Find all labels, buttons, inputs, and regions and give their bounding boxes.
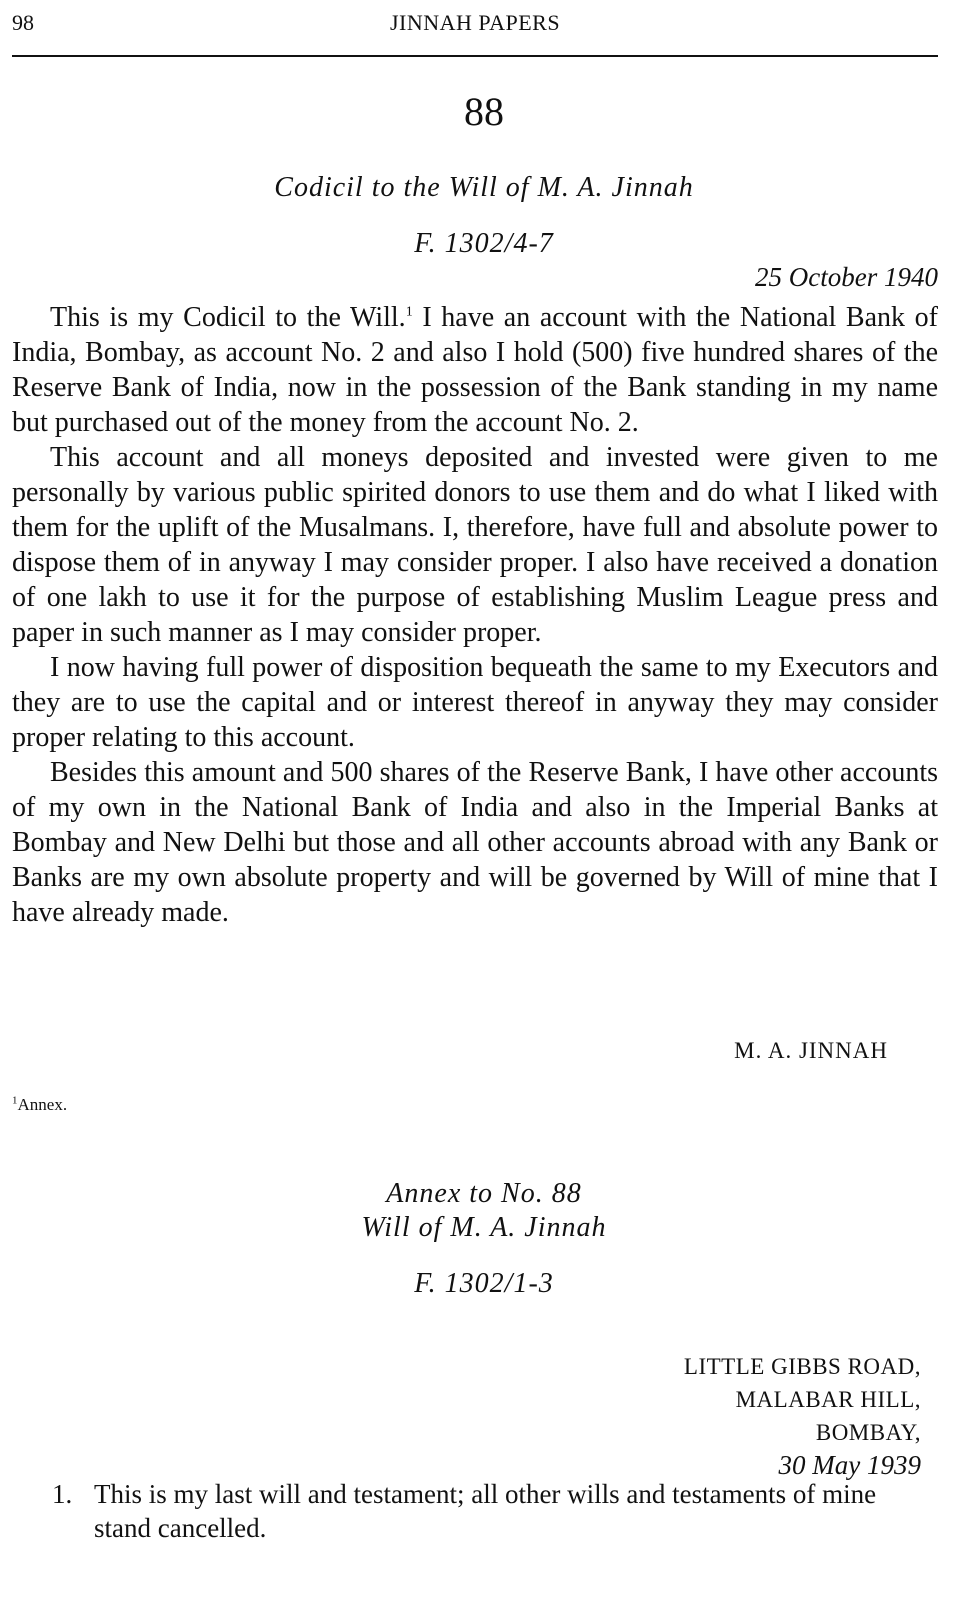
codicil-body xyxy=(12,300,938,930)
address-block xyxy=(684,1350,921,1482)
address-line-2: MALABAR HILL, xyxy=(735,1387,921,1412)
paragraph-3: I now having full power of disposition bequeath the same to my Executors and they are to use the capital and or interest thereof in anyway they may consider proper relating to this account. xyxy=(12,652,938,753)
annex-date: 30 May 1939 xyxy=(778,1450,921,1480)
document-file-ref: F. 1302/4-7 xyxy=(414,228,554,259)
footnote-mark: 1 xyxy=(12,1094,18,1107)
signature: M. A. JINNAH xyxy=(734,1038,888,1063)
will-item-text: This is my last will and testament; all other wills and testaments of mine stand cancelled. xyxy=(94,1479,877,1543)
page-number: 98 xyxy=(12,10,34,35)
paragraph-1 xyxy=(12,300,938,440)
annex-title: Will of M. A. Jinnah xyxy=(361,1212,607,1243)
footnote-reference: 1 xyxy=(405,304,413,320)
address-line-1: LITTLE GIBBS ROAD, xyxy=(683,1354,921,1379)
address-line-3: BOMBAY, xyxy=(815,1420,921,1445)
annex-heading: Annex to No. 88 xyxy=(386,1178,582,1209)
paragraph-1-rest: I have an account with the National Bank of India, Bombay, as account No. 2 and also I hold (500) five hundred shares of the Reserve Bank of India, now in the possession of the Bank standing in my name but purchased out of the money from the account No. 2. xyxy=(12,302,938,438)
annex-file-ref: F. 1302/1-3 xyxy=(414,1268,554,1299)
document-number: 88 xyxy=(464,89,504,134)
paragraph-2: This account and all moneys deposited and invested were given to me personally by various public spirited donors to use them and do what I liked with them for the uplift of the Musalmans. I, therefore, have full and absolute power to dispose them of in anyway I may consider proper. I also have received a donation of one lakh to use it for the purpose of establishing Muslim League press and paper in such manner as I may consider proper. xyxy=(12,442,938,648)
running-title: JINNAH PAPERS xyxy=(389,10,561,35)
document-title: Codicil to the Will of M. A. Jinnah xyxy=(274,172,694,203)
header-rule xyxy=(12,55,938,57)
paragraph-4: Besides this amount and 500 shares of the Reserve Bank, I have other accounts of my own in the National Bank of India and also in the Imperial Banks at Bombay and New Delhi but those and all other accounts abroad with any Bank or Banks are my own absolute property and will be governed by Will of mine that I have already made. xyxy=(12,757,938,928)
will-item xyxy=(52,1477,938,1545)
footnote-text: Annex. xyxy=(17,1095,68,1114)
footnote xyxy=(12,1095,67,1115)
will-item-number: 1. xyxy=(52,1479,73,1509)
paragraph-1-start: This is my Codicil to the Will. xyxy=(50,302,406,333)
document-date: 25 October 1940 xyxy=(755,262,938,292)
page-header xyxy=(12,10,938,40)
